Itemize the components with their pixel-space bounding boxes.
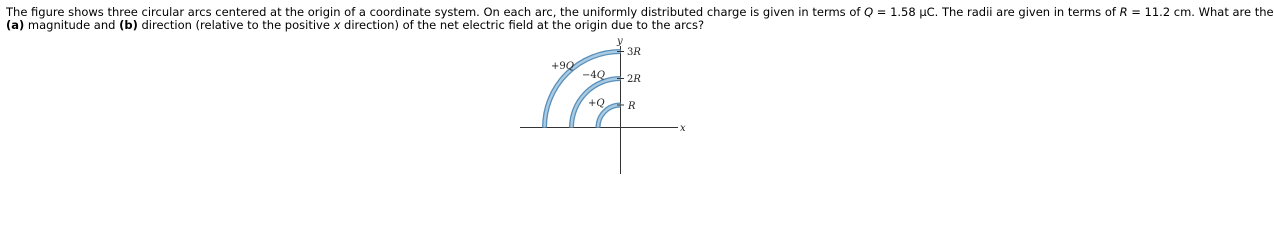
charge-middle-sign: −4 xyxy=(582,70,597,81)
charge-inner-symbol: Q xyxy=(596,98,605,109)
x-axis-label: x xyxy=(680,123,686,134)
tick-label-r: R xyxy=(628,101,636,112)
part-b-label: (b) xyxy=(119,18,138,32)
part-a-text: magnitude and xyxy=(24,18,120,32)
x-symbol: x xyxy=(333,18,341,32)
charge-inner-sign: + xyxy=(588,98,597,109)
tick-label-3r xyxy=(627,47,641,58)
tick-2r-symbol: R xyxy=(633,74,641,85)
charge-outer-symbol: Q xyxy=(565,61,574,72)
y-axis-label: y xyxy=(617,36,623,47)
tick-3r-coef: 3 xyxy=(627,47,634,58)
r-value-text: = 11.2 cm. What are the xyxy=(1127,5,1274,19)
charge-label-middle xyxy=(582,70,605,81)
part-a-label: (a) xyxy=(6,18,25,32)
part-b-text: direction (relative to the positive xyxy=(137,18,334,32)
charge-outer-sign: +9 xyxy=(551,61,566,72)
tick-3r-symbol: R xyxy=(633,47,641,58)
charge-middle-symbol: Q xyxy=(596,70,605,81)
q-symbol: Q xyxy=(864,5,874,19)
tick-label-2r xyxy=(627,74,641,85)
question-intro-text: The figure shows three circular arcs centered at the origin of a coordinate system. On each arc, the uniformly distributed charge is given in terms of xyxy=(6,5,865,19)
r-symbol: R xyxy=(1119,5,1128,19)
charge-label-inner xyxy=(588,98,605,109)
tick-2r-coef: 2 xyxy=(627,74,634,85)
charge-label-outer xyxy=(551,61,574,72)
q-value-text: = 1.58 μC. The radii are given in terms of xyxy=(873,5,1120,19)
part-b-text-end: direction) of the net electric field at the origin due to the arcs? xyxy=(340,18,705,32)
